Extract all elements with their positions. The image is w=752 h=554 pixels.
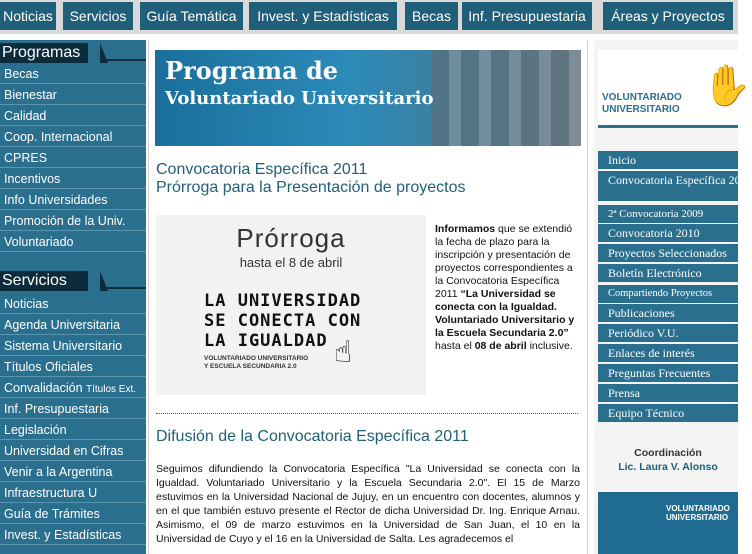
topnav-guia-tematica[interactable]: Guía Temática <box>140 2 243 30</box>
sidebar-item-invest-estadisticas[interactable]: Invest. y Estadísticas <box>0 525 146 545</box>
topnav-becas[interactable]: Becas <box>405 2 458 30</box>
footer-banner-text <box>666 504 730 522</box>
right-menu-compartiendo-proyectos[interactable]: Compartiendo Proyectos <box>598 285 738 303</box>
lead-text: que se extendió la fecha de plazo para la inscripción y presentación de proyectos correspondientes a la Convocatoria Específica 2011 <box>435 223 573 300</box>
right-menu-2a-convocatoria-2009[interactable]: 2ª Convocatoria 2009 <box>598 205 738 223</box>
lead-bold: Informamos <box>435 223 496 235</box>
right-menu-periodico-vu[interactable]: Periódico V.U. <box>598 324 738 342</box>
convalidacion-label: Convalidación <box>4 381 83 395</box>
right-menu-enlaces-interes[interactable]: Enlaces de interés <box>598 344 738 362</box>
pointer-hand-icon: ☝ <box>334 335 353 370</box>
raised-hand-icon: ✋ <box>702 63 752 109</box>
tail-text: inclusive. <box>526 340 573 352</box>
servicios-underline <box>100 287 146 289</box>
sidebar-item-calidad[interactable]: Calidad <box>0 106 146 126</box>
logo-text <box>602 92 682 116</box>
logo-text-line1: VOLUNTARIADO <box>602 92 682 103</box>
quote-bold: “La Universidad se conecta con la Igualdad. Voluntariado Universitario y la Escuela Secundaria 2.0” <box>435 288 575 339</box>
sidebar-item-infraestructura[interactable]: Infraestructura U <box>0 483 146 503</box>
program-banner <box>155 50 581 146</box>
sidebar-item-universidad-cifras[interactable]: Universidad en Cifras <box>0 441 146 461</box>
sidebar-item-cpres[interactable]: CPRES <box>0 148 146 168</box>
convalidacion-suffix: Títulos Ext. <box>86 384 137 395</box>
article1-title-line2[interactable]: Prórroga para la Presentación de proyectos <box>156 179 466 196</box>
sidebar-item-coop-internacional[interactable]: Coop. Internacional <box>0 127 146 147</box>
promo-subtitle-line2: Y ESCUELA SECUNDARIA 2.0 <box>204 363 297 370</box>
right-sidebar <box>594 40 752 554</box>
sidebar-item-inf-presupuestaria[interactable]: Inf. Presupuestaria <box>0 399 146 419</box>
voluntariado-footer-banner[interactable] <box>598 492 738 554</box>
sidebar-item-info-universidades[interactable]: Info Universidades <box>0 190 146 210</box>
banner-title-line1: Programa de <box>165 56 339 85</box>
promo-subtitle-line1: VOLUNTARIADO UNIVERSITARIO <box>204 355 309 362</box>
banner-title-line2: Voluntariado Universitario <box>165 88 434 109</box>
until-text: hasta el <box>435 340 475 352</box>
right-menu-convocatoria-2010[interactable]: Convocatoria 2010 <box>598 224 738 242</box>
promo-slogan-line1: LA UNIVERSIDAD <box>204 291 362 311</box>
footer-banner-line1: VOLUNTARIADO <box>666 504 730 513</box>
voluntariado-logo[interactable] <box>598 50 752 128</box>
sidebar-item-promocion-univ[interactable]: Promoción de la Univ. <box>0 211 146 231</box>
topnav-areas-proyectos[interactable]: Áreas y Proyectos <box>603 2 733 30</box>
promo-prorroga-text: Prórroga <box>236 223 346 253</box>
coordination-block <box>598 446 738 474</box>
footer-banner-line2: UNIVERSITARIO <box>666 513 729 522</box>
sidebar-item-legislacion[interactable]: Legislación <box>0 420 146 440</box>
main-content <box>148 40 588 554</box>
sidebar-item-incentivos[interactable]: Incentivos <box>0 169 146 189</box>
right-menu-prensa[interactable]: Prensa <box>598 384 738 402</box>
logo-text-line2: UNIVERSITARIO <box>602 104 680 115</box>
sidebar-item-titulos-oficiales[interactable]: Títulos Oficiales <box>0 357 146 377</box>
topnav-invest-estadisticas[interactable]: Invest. y Estadísticas <box>249 2 397 30</box>
promo-slogan-line2: SE CONECTA CON <box>204 311 362 331</box>
programas-underline <box>100 59 146 61</box>
right-menu-convocatoria-especifica-2011[interactable]: Convocatoria Específica 2011 <box>598 171 738 201</box>
right-menu-equipo-tecnico[interactable]: Equipo Técnico <box>598 404 738 422</box>
sidebar-item-noticias[interactable]: Noticias <box>0 294 146 314</box>
promo-subtitle <box>204 355 308 371</box>
coordinator-name: Lic. Laura V. Alonso <box>618 461 718 473</box>
promo-slogan-line3: LA IGUALDAD <box>204 331 328 351</box>
article1-title-line1[interactable]: Convocatoria Específica 2011 <box>156 161 368 178</box>
sidebar-item-convalidacion[interactable] <box>0 378 146 398</box>
sidebar-item-venir-argentina[interactable]: Venir a la Argentina <box>0 462 146 482</box>
right-menu-inicio[interactable]: Inicio <box>598 151 738 169</box>
topnav-inf-presupuestaria[interactable]: Inf. Presupuestaria <box>462 2 592 30</box>
article2-body: Seguimos difundiendo la Convocatoria Específica "La Universidad se conecta con la Igualdad. Voluntariado Universitario y la Escuela Secundaria 2.0". El 15 de Marzo estuvimos en la Universidad Nacional de Jujuy, en un encuentro con docentes, alumnos y en el que también estuvo presente el Rector de dicha Universidad Dr. Ing. Enrique Arnau. Asimismo, el 09 de marzo estuvimos en la Universidad de San Juan, el 10 en la Universidad de Cuyo y el 16 en la Universidad de Salta. Les agradecemos el <box>156 463 580 545</box>
topnav-noticias[interactable]: Noticias <box>0 2 56 30</box>
right-menu-preguntas-frecuentes[interactable]: Preguntas Frecuentes <box>598 364 738 382</box>
right-menu-proyectos-seleccionados[interactable]: Proyectos Seleccionados <box>598 244 738 262</box>
section-divider <box>156 413 578 414</box>
date-bold: 08 de abril <box>474 340 527 352</box>
coordination-label: Coordinación <box>634 447 702 459</box>
prorroga-promo-image <box>156 215 426 395</box>
left-sidebar <box>0 40 146 554</box>
sidebar-item-sistema-universitario[interactable]: Sistema Universitario <box>0 336 146 356</box>
article2-title[interactable]: Difusión de la Convocatoria Específica 2011 <box>156 428 469 445</box>
programas-heading: Programas <box>0 43 100 63</box>
servicios-heading: Servicios <box>0 271 100 291</box>
topnav-servicios[interactable]: Servicios <box>63 2 133 30</box>
promo-date-text: hasta el 8 de abril <box>239 255 343 270</box>
right-menu-boletin-electronico[interactable]: Boletín Electrónico <box>598 264 738 282</box>
sidebar-item-voluntariado[interactable]: Voluntariado <box>0 232 146 252</box>
sidebar-item-bienestar[interactable]: Bienestar <box>0 85 146 105</box>
article1-summary <box>435 223 583 353</box>
sidebar-item-becas[interactable]: Becas <box>0 64 146 84</box>
top-navigation <box>0 0 738 34</box>
sidebar-item-guia-tramites[interactable]: Guía de Trámites <box>0 504 146 524</box>
sidebar-item-agenda-universitaria[interactable]: Agenda Universitaria <box>0 315 146 335</box>
banner-photo <box>431 50 581 146</box>
right-menu-publicaciones[interactable]: Publicaciones <box>598 304 738 322</box>
